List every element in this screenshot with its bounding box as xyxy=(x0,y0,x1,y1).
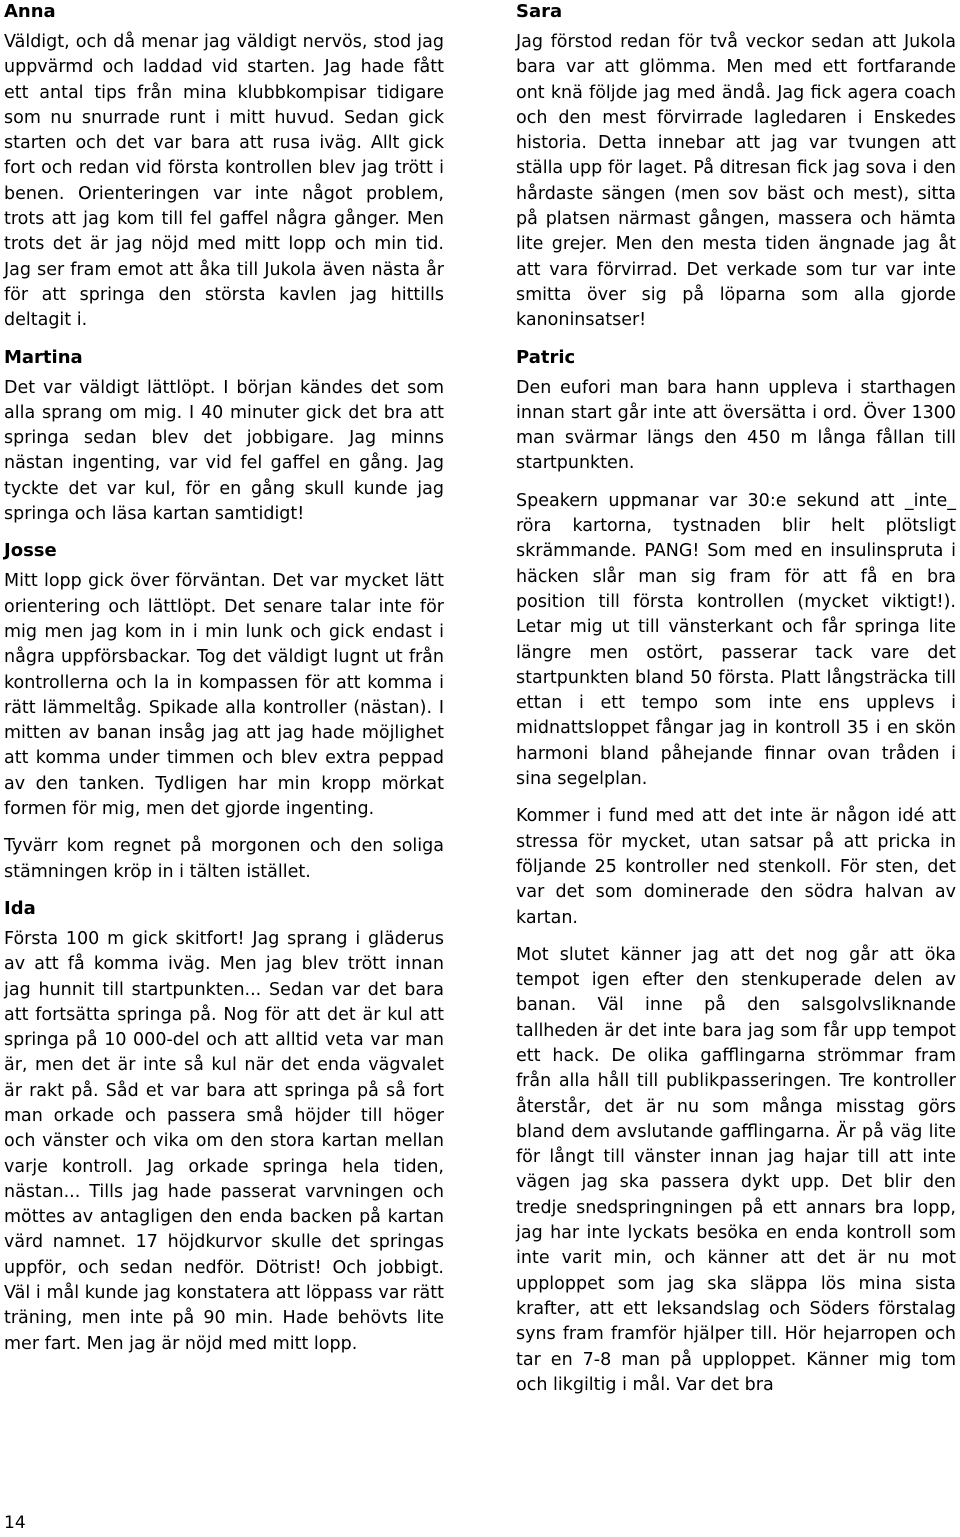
section-heading-anna: Anna xyxy=(4,1,56,22)
section-heading-martina: Martina xyxy=(4,346,83,368)
section-josse xyxy=(4,539,444,885)
section-sara xyxy=(516,0,956,334)
section-martina xyxy=(4,346,444,528)
left-column xyxy=(4,0,444,1369)
section-patric xyxy=(516,346,956,1399)
paragraph: Den eufori man bara hann uppleva i starthagen innan start går inte att översätta i ord. Över 1300 man svärmar längs den 450 m långa fållan till startpunkten. xyxy=(516,377,956,474)
paragraph: Mot slutet känner jag att det nog går att öka tempot igen efter den stenkuperade delen av banan. Väl inne på den salsgolvsliknande tallheden är det inte bara jag som får upp tempot ett hack. De olika gafflingarna strömmar fram från alla håll till publikpasseringen. Tre kontroller återstår, det är nu som många misstag görs bland dem avslutande gafflingarna. Är på väg lite för långt till vänster innan jag hajar till att inte vägen jag ska passera dykt upp. Det blir den tredje snedspringningen på ett annars bra lopp, jag har inte lyckats besöka en enda kontroll som inte varit min, och känner att det är nu mot upploppet som jag ska släppa lös mina sista krafter, att ett leksandslag och Söders förstalag syns fram framför hjälper till. Hör hejarropen och tar en 7-8 man på upploppet. Känner mig tom och likgiltig i mål. Var det bra xyxy=(516,944,956,1395)
paragraph: Det var väldigt lättlöpt. I början kändes det som alla sprang om mig. I 40 minuter gick det bra att springa sedan blev det jobbigare. Jag minns nästan ingenting, var vid fel gaffel en gång. Jag tyckte det var kul, för en gång skull kunde jag springa och läsa kartan samtidigt! xyxy=(4,377,444,525)
section-heading-sara: Sara xyxy=(516,1,563,22)
section-anna xyxy=(4,0,444,334)
section-heading-josse: Josse xyxy=(4,540,57,562)
section-ida xyxy=(4,897,444,1357)
page-number: 14 xyxy=(4,1513,26,1533)
section-heading-patric: Patric xyxy=(516,346,576,368)
paragraph: Speakern uppmanar var 30:e sekund att _inte_ röra kartorna, tystnaden blir helt plötsligt skrämmande. PANG! Som med en insulinspruta i häcken slår man sig fram för att få en bra position till första kontrollen (mycket viktigt!). Letar mig ut till vänsterkant och får springa lite längre men ostört, passerar tack vare det startpunkten bland 50 första. Platt långsträcka till ettan i ett tempo som inte ens upplevs i midnattsloppet fångar jag in kontroll 35 i en skön harmoni bland påhejande finnar ovan tråden i sina segelplan. xyxy=(516,490,956,790)
right-column xyxy=(516,0,956,1410)
paragraph: Tyvärr kom regnet på morgonen och den soliga stämningen kröp in i tälten istället. xyxy=(4,836,444,882)
paragraph: Jag förstod redan för två veckor sedan att Jukola bara var att glömma. Men med ett fortfarande ont knä följde jag med ändå. Jag fick agera coach och den mest förvirrade lagledaren i Enskedes historia. Detta innebar att jag var tvungen att ställa upp för laget. På ditresan fick jag sova i den hårdaste sängen (men sov bäst och mest), sitta på platsen närmast gången, massera och hämta lite grejer. Men den mesta tiden ängnade jag åt att vara förvirrad. Det verkade som tur var inte smitta över sig på löparna som alla gjorde kanoninsatser! xyxy=(516,32,956,331)
section-heading-ida: Ida xyxy=(4,897,36,919)
paragraph: Mitt lopp gick över förväntan. Det var mycket lätt orientering och lättlöpt. Det senare talar inte för mig men jag kom in i min lunk och gick endast i några uppförsbackar. Tog det väldigt lugnt ut från kontrollerna och la in kompassen för att komma i rätt lämmeltåg. Spikade alla kontroller (nästan). I mitten av banan insåg jag att jag hade möjlighet att komma under timmen och blev extra peppad av den tanken. Tydligen har min kropp mörkat formen för mig, men det gjorde ingenting. xyxy=(4,571,444,820)
paragraph: Väldigt, och då menar jag väldigt nervös, stod jag uppvärmd och laddad vid starten. Jag hade fått ett antal tips från mina klubbkompisar tidigare som nu snurrade runt i mitt huvud. Sedan gick starten och det var bara att rusa iväg. Allt gick fort och redan vid första kontrollen blev jag trött i benen. Orienteringen var inte något problem, trots att jag kom till fel gaffel några gånger. Men trots det är jag nöjd med mitt lopp och min tid. Jag ser fram emot att åka till Jukola även nästa år för att springa den största kavlen jag hittills deltagit i. xyxy=(4,32,444,331)
paragraph: Första 100 m gick skitfort! Jag sprang i gläderus av att få komma iväg. Men jag blev trött innan jag hunnit till startpunkten... Sedan var det bara att fortsätta springa på. Nog för att det är kul att springa på 10 000-del och att alltid veta var man är, men det är inte så kul när det enda vägvalet är rakt på. Såd et var bara att springa på så fort man orkade och passera små höjder till höger och vänster och vika om den stora kartan mellan varje kontroll. Jag orkade springa hela tiden, nästan... Tills jag hade passerat varvningen och möttes av antagligen den enda backen på kartan värd namnet. 17 höjdkurvor skulle det springas uppför, och sedan nedför. Dötrist! Och jobbigt. Väl i mål kunde jag konstatera att löppass var rätt träning, men inte på 90 min. Hade behövts lite mer fart. Men jag är nöjd med mitt lopp. xyxy=(4,928,444,1354)
paragraph: Kommer i fund med att det inte är någon idé att stressa för mycket, utan satsar på att pricka in följande 25 kontroller ned stenkoll. För sten, det var det som dominerade den södra halvan av kartan. xyxy=(516,806,956,928)
